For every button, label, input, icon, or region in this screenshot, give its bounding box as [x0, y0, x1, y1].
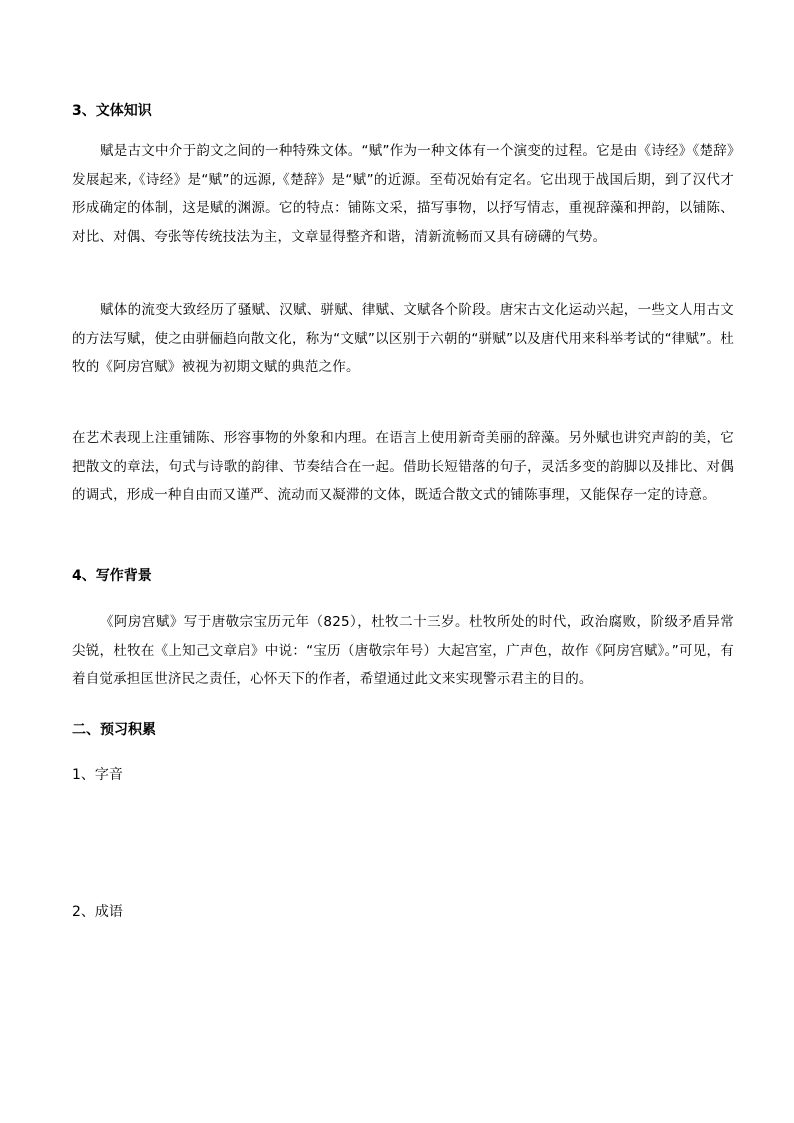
- subsection-pronunciation: 1、字音: [72, 767, 123, 783]
- section-heading-writing-background: 4、写作背景: [72, 568, 152, 584]
- subsection-idioms: 2、成语: [72, 904, 123, 920]
- paragraph-writing-background: 《阿房宫赋》写于唐敬宗宝历元年（825），杜牧二十三岁。杜牧所处的时代，政治腐败，阶级矛盾异常尖锐，杜牧在《上知己文章启》中说：“宝历（唐敬宗年号）大起宫室，广声色，故作《阿房宫赋》。”可见，有着自觉承担匡世济民之责任，心怀天下的作者，希望通过此文来实现警示君主的目的。: [72, 614, 734, 687]
- section-heading-preview-accumulation: 二、预习积累: [72, 722, 156, 738]
- paragraph-fu-evolution: 赋体的流变大致经历了骚赋、汉赋、骈赋、律赋、文赋各个阶段。唐宋古文化运动兴起，一些文人用古文的方法写赋，使之由骈俪趋向散文化，称为“文赋”以区别于六朝的“骈赋”以及唐代用来科举考试的“律赋”。杜牧的《阿房宫赋》被视为初期文赋的典范之作。: [72, 302, 734, 375]
- section-heading-genre-knowledge: 3、文体知识: [72, 103, 152, 119]
- paragraph-fu-definition: 赋是古文中介于韵文之间的一种特殊文体。“赋”作为一种文体有一个演变的过程。它是由《诗经》《楚辞》发展起来,《诗经》是“赋”的远源,《楚辞》是“赋”的近源。至荀况始有定名。它出现于战国后期，到了汉代才形成确定的体制，这是赋的渊源。它的特点：铺陈文采，描写事物，以抒写情志，重视辞藻和押韵，以铺陈、对比、对偶、夸张等传统技法为主，文章显得整齐和谐，清新流畅而又具有磅礴的气势。: [72, 143, 734, 245]
- document-page: [72, 0, 734, 1123]
- paragraph-fu-artistry: 在艺术表现上注重铺陈、形容事物的外象和内理。在语言上使用新奇美丽的辞藻。另外赋也讲究声韵的美，它把散文的章法，句式与诗歌的韵律、节奏结合在一起。借助长短错落的句子，灵活多变的韵脚以及排比、对偶的调式，形成一种自由而又谨严、流动而又凝滞的文体，既适合散文式的铺陈事理，又能保存一定的诗意。: [72, 430, 734, 503]
